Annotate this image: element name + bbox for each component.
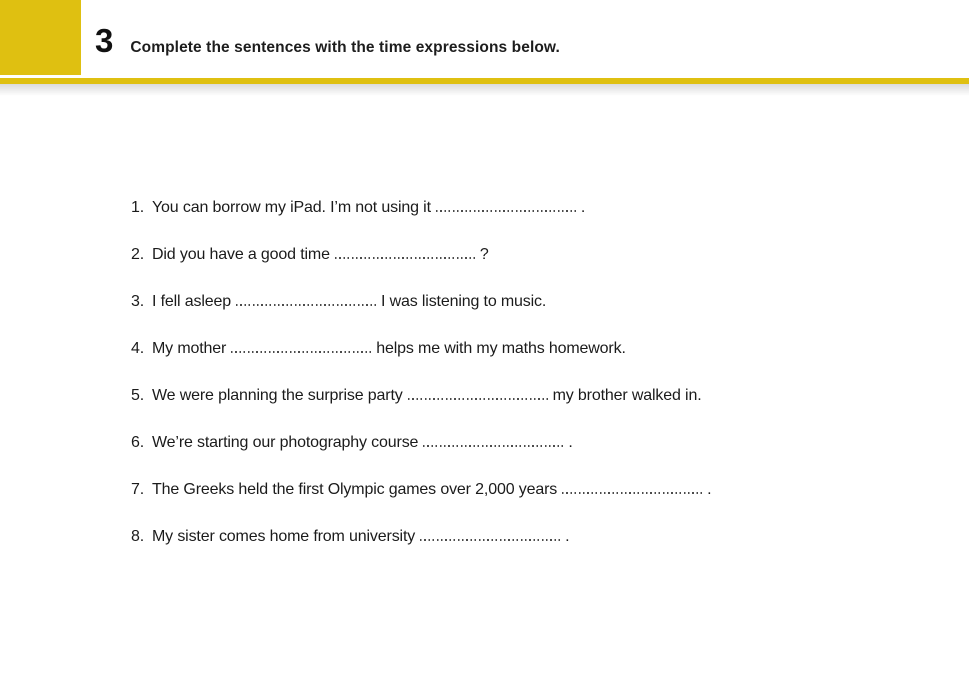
sentence-text-after: . [707,481,712,498]
answer-blank [436,210,576,212]
sentence-text-after: . [565,528,570,545]
sentence-number: 5. [131,387,145,404]
sentence-number: 2. [131,246,145,263]
answer-blank [420,539,560,541]
sentence-text-before: You can borrow my iPad. I’m not using it [152,199,431,216]
sentence-text-after: ? [479,246,489,263]
answer-blank [231,351,371,353]
sentence-text-after: helps me with my maths homework. [376,340,626,357]
header-rule-shadow [0,84,969,96]
sentence-row [131,325,969,372]
sentence-number: 8. [131,528,145,545]
sentence-number: 7. [131,481,145,498]
answer-blank [562,492,702,494]
sentence-row [131,513,969,560]
sentence-number: 3. [131,293,145,310]
sentence-text-before: Did you have a good time [152,246,330,263]
accent-square [0,0,81,75]
sentence-row [131,278,969,325]
sentence-row [131,372,969,419]
sentence-row [131,184,969,231]
sentence-row [131,419,969,466]
sentence-number: 1. [131,199,145,216]
sentence-text-before: The Greeks held the first Olympic games over 2,000 years [152,481,558,498]
answer-blank [335,257,475,259]
sentence-list [131,184,969,560]
exercise-header [0,0,969,96]
sentence-text-after: my brother walked in. [552,387,702,404]
exercise-number: 3 [95,22,114,59]
worksheet-body [131,184,969,560]
sentence-text-before: We were planning the surprise party [152,387,403,404]
answer-blank [423,445,563,447]
header-content [95,0,560,75]
answer-blank [408,398,548,400]
sentence-text-after: . [580,199,586,216]
exercise-instruction: Complete the sentences with the time expressions below. [130,39,560,56]
sentence-row [131,231,969,278]
sentence-text-after: I was listening to music. [381,293,547,310]
sentence-number: 4. [131,340,145,357]
sentence-text-before: We’re starting our photography course [152,434,419,451]
sentence-text-before: My mother [152,340,227,357]
sentence-text-before: I fell asleep [152,293,231,310]
sentence-text-after: . [568,434,573,451]
sentence-row [131,466,969,513]
sentence-text-before: My sister comes home from university [152,528,416,545]
answer-blank [236,304,376,306]
sentence-number: 6. [131,434,145,451]
